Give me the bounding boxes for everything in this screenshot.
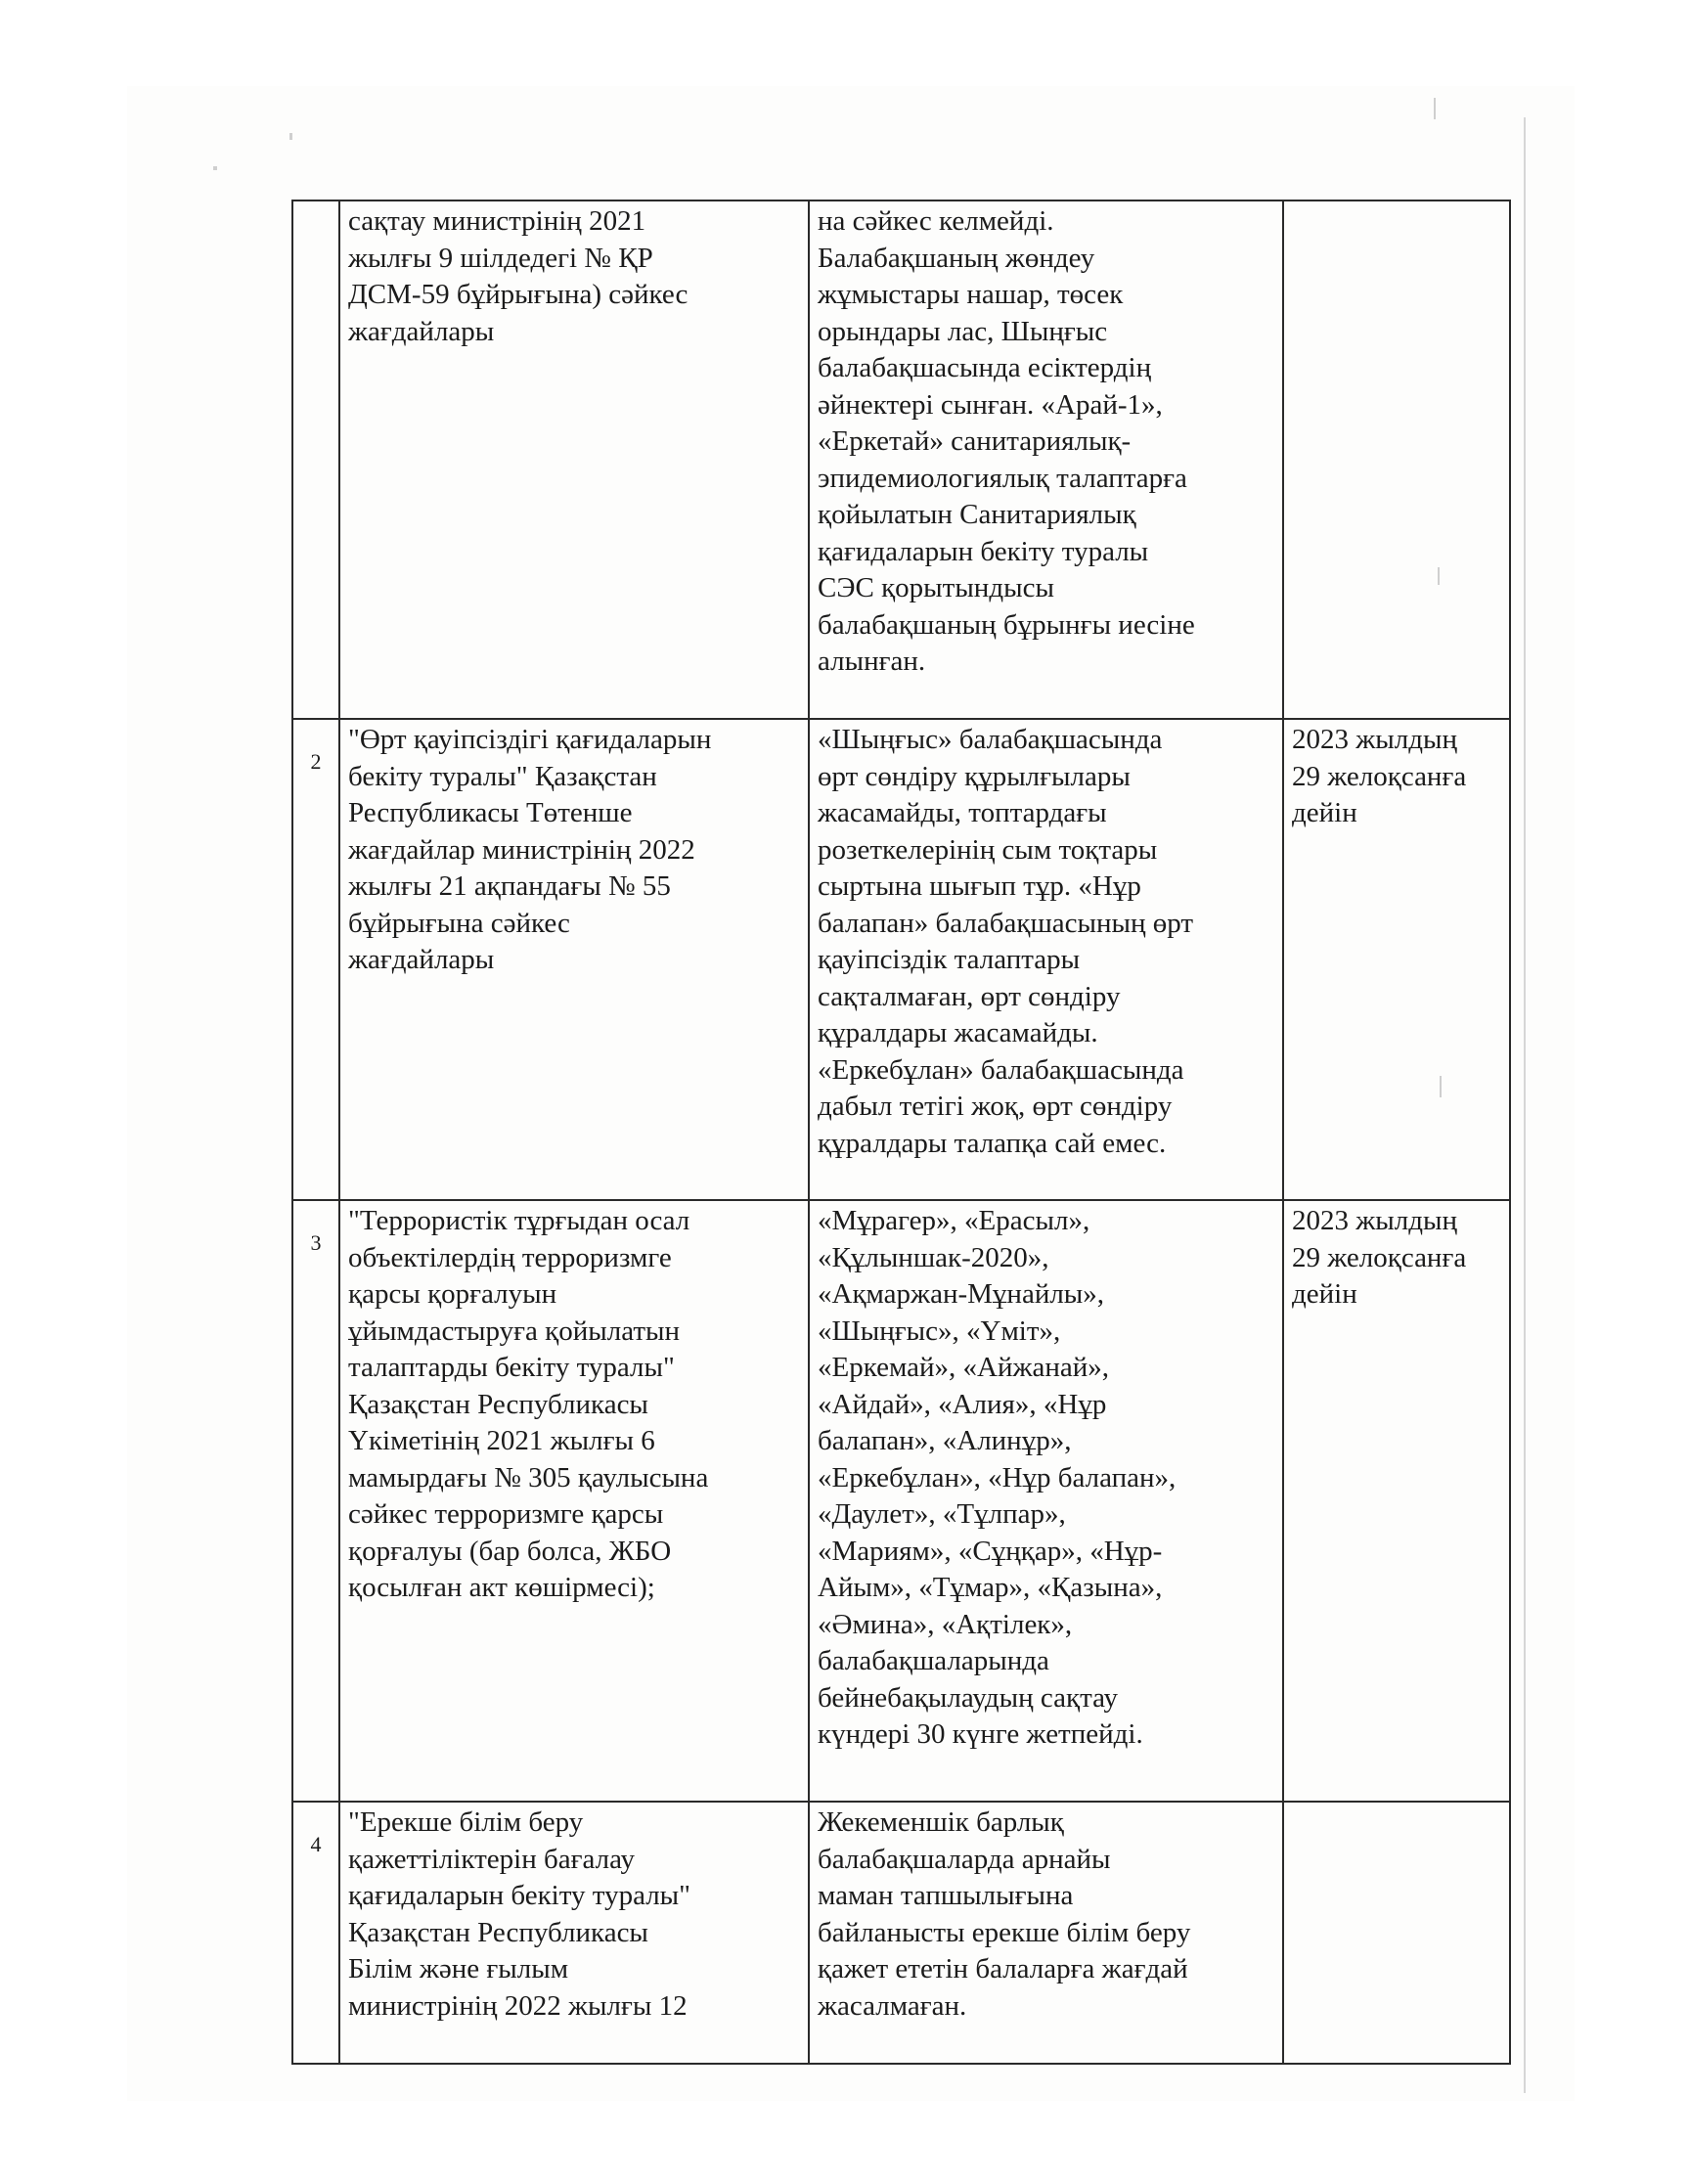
scan-mark — [213, 166, 217, 170]
finding-cell: на сәйкес келмейді. Балабақшаның жөндеу жұмыстары нашар, төсек орындары лас, Шыңғыс балабақшасында есіктердің әйнектері сынған. «Арай-1», «Еркетай» санитариялық- эпидемиологиялық талаптарға қойылатын Санитариялық қағидаларын бекіту туралы СЭС қорытындысы балабақшаның бұрынғы иесіне алынған. — [809, 201, 1283, 719]
findings-table — [291, 200, 1511, 2065]
requirement-cell: "Ерекше білім беру қажеттіліктерін бағалау қағидаларын бекіту туралы" Қазақстан Республикасы Білім және ғылым министрінің 2022 жылғы 12 — [339, 1802, 809, 2064]
table-row — [292, 201, 1510, 719]
row-number: 3 — [292, 1200, 339, 1802]
deadline-cell — [1283, 1802, 1510, 2064]
deadline-cell: 2023 жылдың 29 желоқсанға дейін — [1283, 719, 1510, 1200]
deadline-cell: 2023 жылдың 29 желоқсанға дейін — [1283, 1200, 1510, 1802]
finding-cell: «Шыңғыс» балабақшасында өрт сөндіру құрылғылары жасамайды, топтардағы розеткелерінің сым тоқтары сыртына шығып тұр. «Нұр балапан» балабақшасының өрт қауіпсіздік талаптары сақталмаған, өрт сөндіру құралдары жасамайды. «Еркебұлан» балабақшасында дабыл тетігі жоқ, өрт сөндіру құралдары талапқа сай емес. — [809, 719, 1283, 1200]
scan-mark — [1434, 98, 1436, 119]
requirement-cell: "Өрт қауіпсіздігі қағидаларын бекіту туралы" Қазақстан Республикасы Төтенше жағдайлар министрінің 2022 жылғы 21 ақпандағы № 55 бұйрығына сәйкес жағдайлары — [339, 719, 809, 1200]
scan-edge-line — [1524, 117, 1526, 2093]
requirement-cell: сақтау министрінің 2021 жылғы 9 шілдедегі № ҚР ДСМ-59 бұйрығына) сәйкес жағдайлары — [339, 201, 809, 719]
requirement-cell: "Террористік тұрғыдан осал объектілердің терроризмге қарсы қорғалуын ұйымдастыруға қойылатын талаптарды бекіту туралы" Қазақстан Республикасы Үкіметінің 2021 жылғы 6 мамырдағы № 305 қаулысына сәйкес терроризмге қарсы қорғалуы (бар болса, ЖБО қосылған акт көшірмесі); — [339, 1200, 809, 1802]
table-row — [292, 1802, 1510, 2064]
table-row — [292, 1200, 1510, 1802]
finding-cell: Жекеменшік барлық балабақшаларда арнайы маман тапшылығына байланысты ерекше білім беру қажет ететін балаларға жағдай жасалмаған. — [809, 1802, 1283, 2064]
scan-mark — [289, 133, 292, 140]
finding-cell: «Мұрагер», «Ерасыл», «Құлыншак-2020», «Ақмаржан-Мұнайлы», «Шыңғыс», «Үміт», «Еркемай», «Айжанай», «Айдай», «Алия», «Нұр балапан», «Алинұр», «Еркебұлан», «Нұр балапан», «Даулет», «Тұлпар», «Мариям», «Сұңқар», «Нұр- Айым», «Тұмар», «Қазына», «Әмина», «Ақтілек», балабақшаларында бейнебақылаудың сақтау күндері 30 күнге жетпейді. — [809, 1200, 1283, 1802]
table-row — [292, 719, 1510, 1200]
row-number: 4 — [292, 1802, 339, 2064]
deadline-cell — [1283, 201, 1510, 719]
row-number: 2 — [292, 719, 339, 1200]
row-number — [292, 201, 339, 719]
